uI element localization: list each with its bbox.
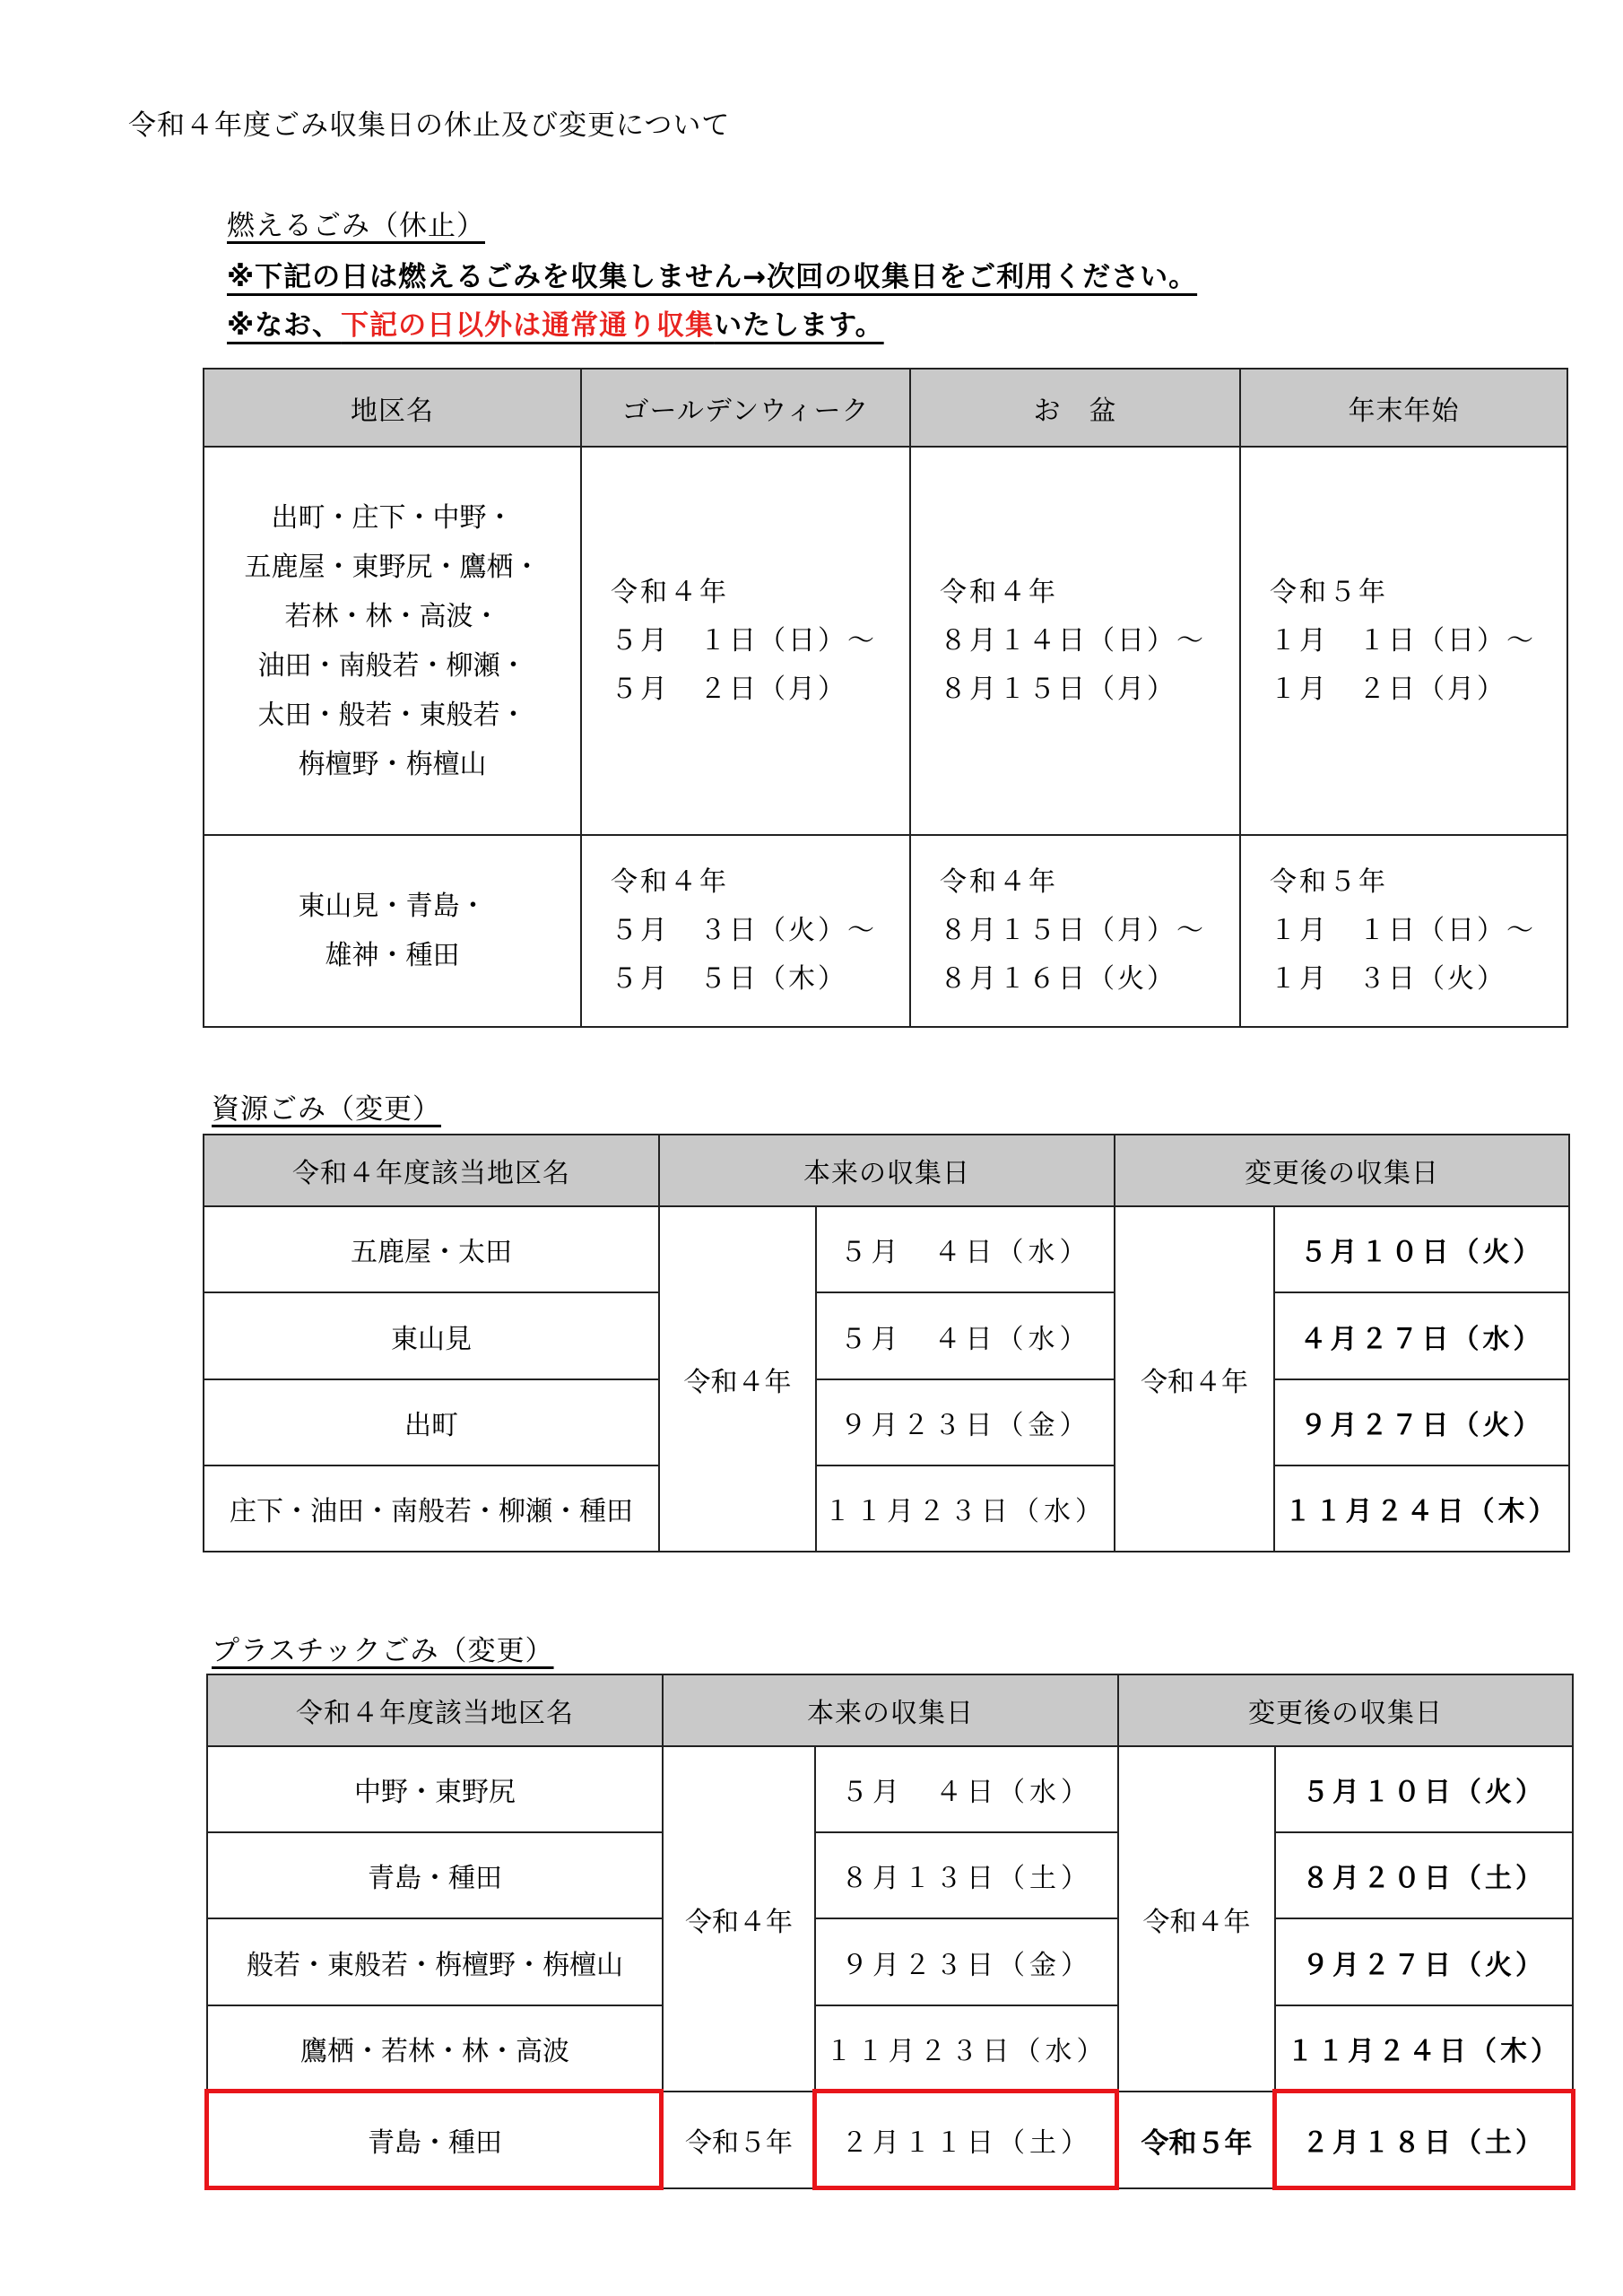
new-date: １１月２４日（木） <box>1275 2005 1573 2092</box>
era-label: 令和４年 <box>611 866 729 898</box>
area-line: 栴檀野・栴檀山 <box>298 748 487 780</box>
new-year-dates <box>1240 835 1567 1027</box>
header-new-date: 変更後の収集日 <box>1118 1674 1573 1746</box>
document-title: 令和４年度ごみ収集日の休止及び変更について <box>128 109 731 142</box>
plastic-heading: プラスチックごみ（変更） <box>212 1635 554 1667</box>
new-date: ５月１０日（火） <box>1275 1746 1573 1832</box>
original-date: ５月 ４日（水） <box>816 1292 1115 1379</box>
header-golden-week: ゴールデンウィーク <box>581 369 910 447</box>
area-cell: 五鹿屋・太田 <box>204 1206 659 1292</box>
burnable-note-1: ※下記の日は燃えるごみを収集しません→次回の収集日をご利用ください。 <box>227 261 1198 293</box>
area-line: 出町・庄下・中野・ <box>271 501 514 534</box>
header-new-year: 年末年始 <box>1240 369 1567 447</box>
era-original: 令和５年 <box>663 2092 815 2188</box>
header-original-date: 本来の収集日 <box>659 1135 1115 1206</box>
original-date: ９月２３日（金） <box>816 1379 1115 1465</box>
header-obon: お 盆 <box>910 369 1240 447</box>
area-cell: 出町 <box>204 1379 659 1465</box>
area-cell: 青島・種田 <box>207 2092 663 2188</box>
area-cell: 庄下・油田・南般若・柳瀬・種田 <box>204 1465 659 1552</box>
area-line: 油田・南般若・柳瀬・ <box>257 649 527 682</box>
header-area: 令和４年度該当地区名 <box>207 1674 663 1746</box>
gw-dates <box>581 447 910 835</box>
date-start: ５月 ３日（火）～ <box>611 915 877 946</box>
table-row <box>204 447 1567 835</box>
new-date: ２月１８日（土） <box>1275 2092 1573 2188</box>
date-end: ５月 ５日（木） <box>611 963 847 995</box>
obon-dates <box>910 447 1240 835</box>
date-start: ８月１５日（月）～ <box>940 915 1206 946</box>
area-cell: 中野・東野尻 <box>207 1746 663 1832</box>
table-row <box>207 2005 1573 2092</box>
new-date: ８月２０日（土） <box>1275 1832 1573 1918</box>
era-label: 令和５年 <box>1270 866 1388 898</box>
table-row <box>207 1746 1573 1832</box>
original-date: １１月２３日（水） <box>816 1465 1115 1552</box>
new-date: １１月２４日（木） <box>1274 1465 1569 1552</box>
burnable-note-2 <box>227 302 884 343</box>
date-start: ５月 １日（日）～ <box>611 624 877 657</box>
date-end: ５月 ２日（月） <box>611 673 847 705</box>
era-original: 令和４年 <box>659 1206 816 1552</box>
note-2-suffix: いたします。 <box>714 309 884 342</box>
header-original-date: 本来の収集日 <box>663 1674 1118 1746</box>
original-date: ５月 ４日（水） <box>815 1746 1118 1832</box>
area-list-cell <box>204 835 581 1027</box>
original-date: ９月２３日（金） <box>815 1918 1118 2005</box>
date-start: １月 １日（日）～ <box>1270 624 1536 657</box>
new-date: ５月１０日（火） <box>1274 1206 1569 1292</box>
new-year-dates <box>1240 447 1567 835</box>
resource-table <box>203 1134 1570 1552</box>
area-cell: 鷹栖・若林・林・高波 <box>207 2005 663 2092</box>
table-row <box>204 835 1567 1027</box>
new-date: ９月２７日（火） <box>1275 1918 1573 2005</box>
date-end: ８月１６日（火） <box>940 963 1176 995</box>
date-end: １月 ３日（火） <box>1270 963 1506 995</box>
era-label: 令和５年 <box>1270 576 1388 608</box>
header-area: 令和４年度該当地区名 <box>204 1135 659 1206</box>
area-cell: 東山見 <box>204 1292 659 1379</box>
era-original: 令和４年 <box>663 1746 815 2092</box>
date-end: １月 ２日（月） <box>1270 673 1506 705</box>
table-row <box>204 1292 1569 1379</box>
era-new: 令和５年 <box>1118 2092 1275 2188</box>
area-cell: 青島・種田 <box>207 1832 663 1918</box>
era-label: 令和４年 <box>940 866 1058 898</box>
resource-heading: 資源ごみ（変更） <box>212 1093 441 1126</box>
area-line: 東山見・青島・ <box>298 891 487 922</box>
original-date: ２月１１日（土） <box>815 2092 1118 2188</box>
table-row <box>207 1832 1573 1918</box>
era-new: 令和４年 <box>1115 1206 1274 1552</box>
table-row <box>207 1918 1573 2005</box>
original-date: １１月２３日（水） <box>815 2005 1118 2092</box>
header-new-date: 変更後の収集日 <box>1115 1135 1569 1206</box>
table-row <box>204 1379 1569 1465</box>
area-line: 若林・林・高波・ <box>284 600 500 632</box>
area-line: 太田・般若・東般若・ <box>257 699 527 731</box>
obon-dates <box>910 835 1240 1027</box>
new-date: ９月２７日（火） <box>1274 1379 1569 1465</box>
era-new: 令和４年 <box>1118 1746 1275 2092</box>
date-start: １月 １日（日）～ <box>1270 915 1536 946</box>
original-date: ８月１３日（土） <box>815 1832 1118 1918</box>
highlight-box-area <box>204 2089 664 2190</box>
area-list-cell <box>204 447 581 835</box>
highlight-box-new-date <box>1272 2089 1575 2190</box>
note-2-red-text: 下記の日以外は通常通り収集 <box>341 309 715 342</box>
area-cell: 般若・東般若・栴檀野・栴檀山 <box>207 1918 663 2005</box>
era-label: 令和４年 <box>940 576 1058 608</box>
era-label: 令和４年 <box>611 576 729 608</box>
original-date: ５月 ４日（水） <box>816 1206 1115 1292</box>
table-row <box>204 1206 1569 1292</box>
table-row <box>204 1465 1569 1552</box>
burnable-heading: 燃えるごみ（休止） <box>227 210 485 242</box>
highlight-box-original-date <box>812 2089 1119 2190</box>
area-line: 五鹿屋・東野尻・鷹栖・ <box>244 551 541 583</box>
area-line: 雄神・種田 <box>325 940 460 971</box>
new-date: ４月２７日（水） <box>1274 1292 1569 1379</box>
header-area: 地区名 <box>204 369 581 447</box>
date-end: ８月１５日（月） <box>940 673 1176 705</box>
note-2-prefix: ※なお、 <box>227 309 342 342</box>
gw-dates <box>581 835 910 1027</box>
burnable-table <box>203 368 1568 1028</box>
date-start: ８月１４日（日）～ <box>940 624 1206 657</box>
